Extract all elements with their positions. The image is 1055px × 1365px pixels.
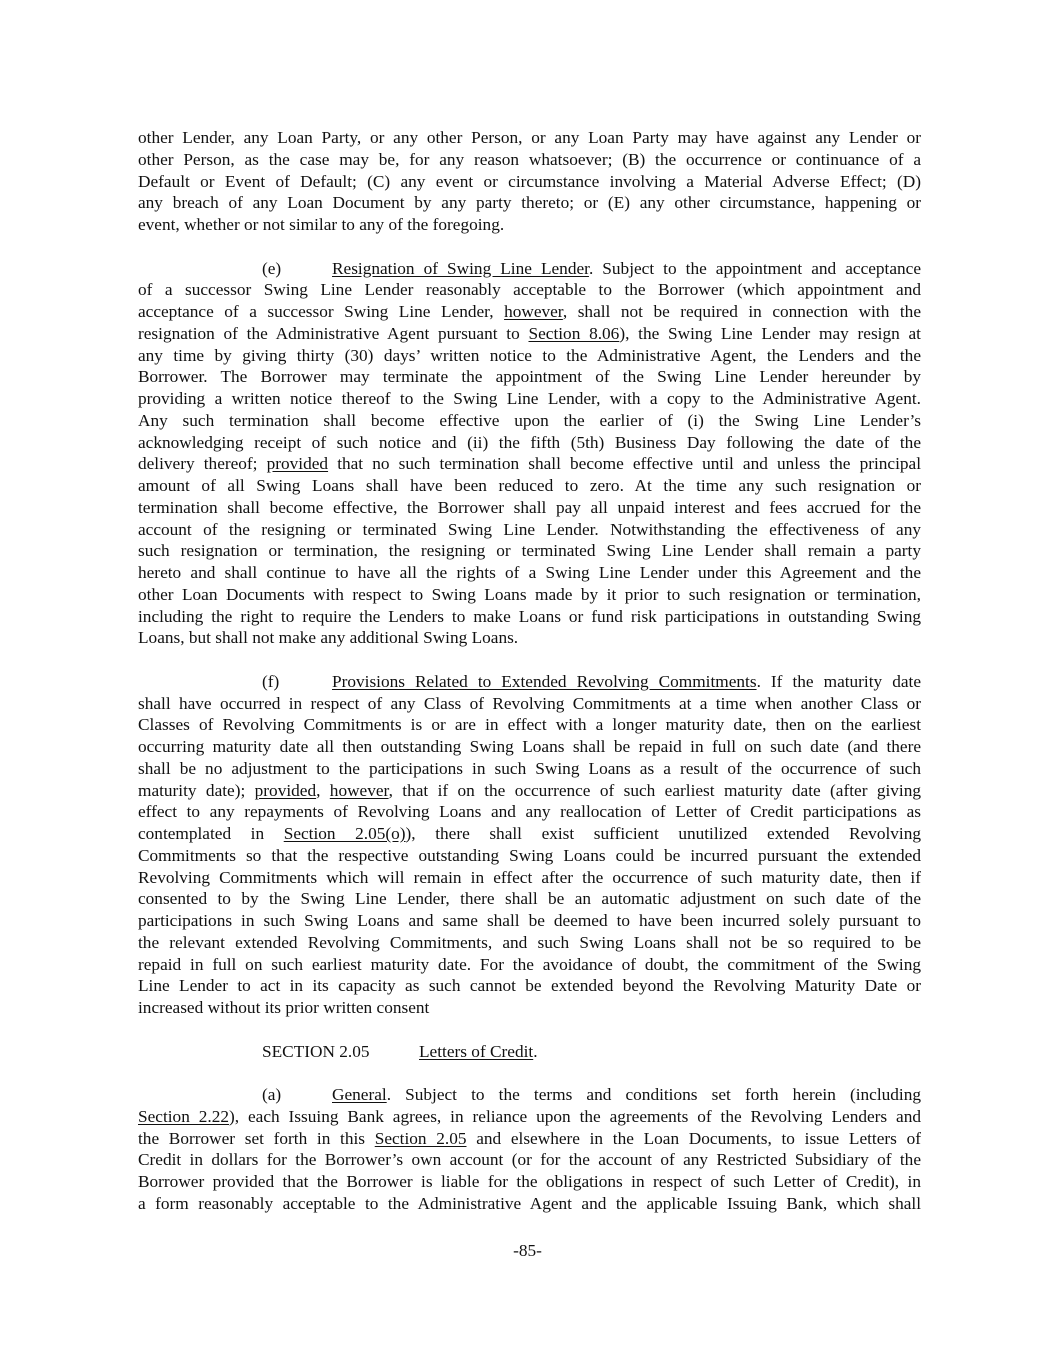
text-line: a form reasonably acceptable to the Administrative Agent and the applicable Issuing Bank, which shall	[138, 1193, 921, 1213]
text-line: Revolving Commitments which will remain in effect after the occurrence of such maturity date, then if	[138, 867, 921, 887]
line-text: Resignation of Swing Line Lender. Subject to the appointment and acceptance	[332, 258, 921, 278]
paragraph-first-line	[138, 1084, 921, 1106]
text-line: occurring maturity date all then outstanding Swing Loans shall be repaid in full on such date (and there	[138, 737, 921, 756]
text-line: other Loan Documents with respect to Swing Loans made by it prior to such resignation or termination,	[138, 584, 921, 604]
indent	[138, 1041, 262, 1063]
text-line: Section 2.22), each Issuing Bank agrees, in reliance upon the agreements of the Revolving Lenders and	[138, 1106, 921, 1126]
cross-reference: Section 2.05(o)	[283, 824, 406, 843]
text-line: the relevant extended Revolving Commitments, and such Swing Loans shall not be so required to be	[138, 932, 921, 952]
paragraph	[138, 127, 921, 236]
text-line: any time by giving thirty (30) days’ written notice to the Administrative Agent, the Lenders and the	[138, 345, 921, 365]
cross-reference: however	[329, 780, 389, 800]
text-line: any breach of any Loan Document by any party thereto; or (E) any other circumstance, happening or	[138, 193, 921, 213]
indent	[138, 671, 262, 693]
text-line: other Lender, any Loan Party, or any other Person, or any Loan Party may have against any Lender or	[138, 128, 921, 147]
text-line: the Borrower set forth in this Section 2.05 and elsewhere in the Loan Documents, to issue Letters of	[138, 1128, 921, 1148]
text-line: consented to by the Swing Line Lender, there shall be an automatic adjustment on such date of the	[138, 889, 921, 909]
text-line: contemplated in Section 2.05(o)), there shall exist sufficient unutilized extended Revolving	[138, 824, 921, 843]
section-title-text: Letters of Credit	[419, 1041, 534, 1061]
text-line: termination shall become effective, the Borrower shall pay all unpaid interest and fees accrued for the	[138, 497, 921, 517]
document-body	[138, 127, 921, 1215]
paragraph-gap	[138, 649, 921, 671]
paragraph	[138, 1084, 921, 1215]
text-line: resignation of the Administrative Agent pursuant to Section 8.06), the Swing Line Lender may resign at	[138, 323, 921, 343]
paragraph-first-line	[138, 671, 921, 693]
cross-reference: Section 8.06	[528, 323, 620, 343]
indent	[138, 258, 262, 280]
text-line: acknowledging receipt of such notice and (ii) the fifth (5th) Business Day following the date of the	[138, 432, 921, 452]
text-line: shall have occurred in respect of any Class of Revolving Commitments at a time when another Class or	[138, 693, 921, 713]
text-line: hereto and shall continue to have all the rights of a Swing Line Lender under this Agreement and the	[138, 563, 921, 582]
text-line: event, whether or not similar to any of the foregoing.	[138, 215, 505, 234]
paragraph	[138, 671, 921, 1019]
text-line: Borrower provided that the Borrower is liable for the obligations in respect of such Letter of Credit), in	[138, 1172, 921, 1191]
cross-reference: however	[504, 302, 563, 321]
text-line: Borrower. The Borrower may terminate the appointment of the Swing Line Lender hereunder by	[138, 367, 921, 387]
line-text: General. Subject to the terms and conditions set forth herein (including	[332, 1085, 921, 1104]
text-line: maturity date); provided, however, that if on the occurrence of such earliest maturity date (after giving	[138, 780, 922, 800]
section-title: Letters of Credit.	[419, 1041, 538, 1061]
paragraph-gap	[138, 236, 921, 258]
text-line: Any such termination shall become effective upon the earlier of (i) the Swing Line Lender’s	[138, 410, 921, 430]
section-heading	[138, 1041, 921, 1063]
text-line: of a successor Swing Line Lender reasonably acceptable to the Borrower (which appointment and	[138, 280, 921, 300]
text-line: Credit in dollars for the Borrower’s own account (or for the account of any Restricted Subsidiary of the	[138, 1150, 921, 1170]
text-line: including the right to require the Lenders to make Loans or fund risk participations in outstanding Swing	[138, 606, 921, 626]
paragraph-label: (f)	[262, 671, 280, 691]
paragraph-label: (e)	[262, 258, 282, 278]
paragraph-label: (a)	[262, 1085, 282, 1104]
text-line: Commitments so that the respective outstanding Swing Loans could be incurred pursuant the extended	[138, 845, 921, 865]
text-line: such resignation or termination, the resigning or terminated Swing Line Lender shall remain a party	[138, 541, 921, 561]
paragraph	[138, 258, 921, 650]
cross-reference: provided	[254, 780, 317, 800]
text-line: shall be no adjustment to the participations in such Swing Loans as a result of the occurrence of such	[138, 758, 921, 778]
cross-reference: Section 2.22	[138, 1106, 229, 1126]
cross-reference: provided	[266, 454, 329, 474]
text-line: participations in such Swing Loans and same shall be deemed to have been incurred solely pursuant to	[138, 911, 921, 930]
page-number: -85-	[513, 1241, 542, 1260]
text-line: account of the resigning or terminated Swing Line Lender. Notwithstanding the effectiveness of any	[138, 519, 921, 539]
section-number: SECTION 2.05	[262, 1041, 370, 1061]
line-text: Provisions Related to Extended Revolving Commitments. If the maturity date	[332, 671, 921, 691]
text-line: Classes of Revolving Commitments is or are in effect with a longer maturity date, then on the earliest	[138, 715, 921, 735]
text-line: increased without its prior written consent	[138, 998, 430, 1017]
text-line: delivery thereof; provided that no such termination shall become effective until and unless the principal	[138, 454, 922, 474]
paragraph-first-line	[138, 258, 921, 280]
text-line: providing a written notice thereof to the Swing Line Lender, with a copy to the Administrative Agent.	[138, 389, 921, 408]
text-line: effect to any repayments of Revolving Loans and any reallocation of Letter of Credit participations as	[138, 802, 921, 822]
text-line: amount of all Swing Loans shall have been reduced to zero. At the time any such resignation or	[138, 476, 921, 495]
text-line: Loans, but shall not make any additional Swing Loans.	[138, 628, 519, 648]
paragraph-gap	[138, 1019, 921, 1041]
text-line: other Person, as the case may be, for any reason whatsoever; (B) the occurrence or continuance of a	[138, 149, 921, 169]
cross-reference: Section 2.05	[374, 1128, 467, 1148]
text-line: Line Lender to act in its capacity as such cannot be extended beyond the Revolving Maturity Date or	[138, 976, 921, 996]
cross-reference: Provisions Related to Extended Revolving Commitments	[332, 671, 757, 691]
paragraph-gap	[138, 1062, 921, 1084]
text-line: Default or Event of Default; (C) any event or circumstance involving a Material Adverse Effect; (D)	[138, 171, 921, 191]
cross-reference: General	[332, 1085, 387, 1104]
text-line: repaid in full on such earliest maturity date. For the avoidance of doubt, the commitment of the Swing	[138, 954, 921, 974]
text-line: acceptance of a successor Swing Line Lender, however, shall not be required in connection with the	[138, 302, 921, 321]
indent	[138, 1084, 262, 1106]
cross-reference: Resignation of Swing Line Lender	[332, 258, 589, 278]
